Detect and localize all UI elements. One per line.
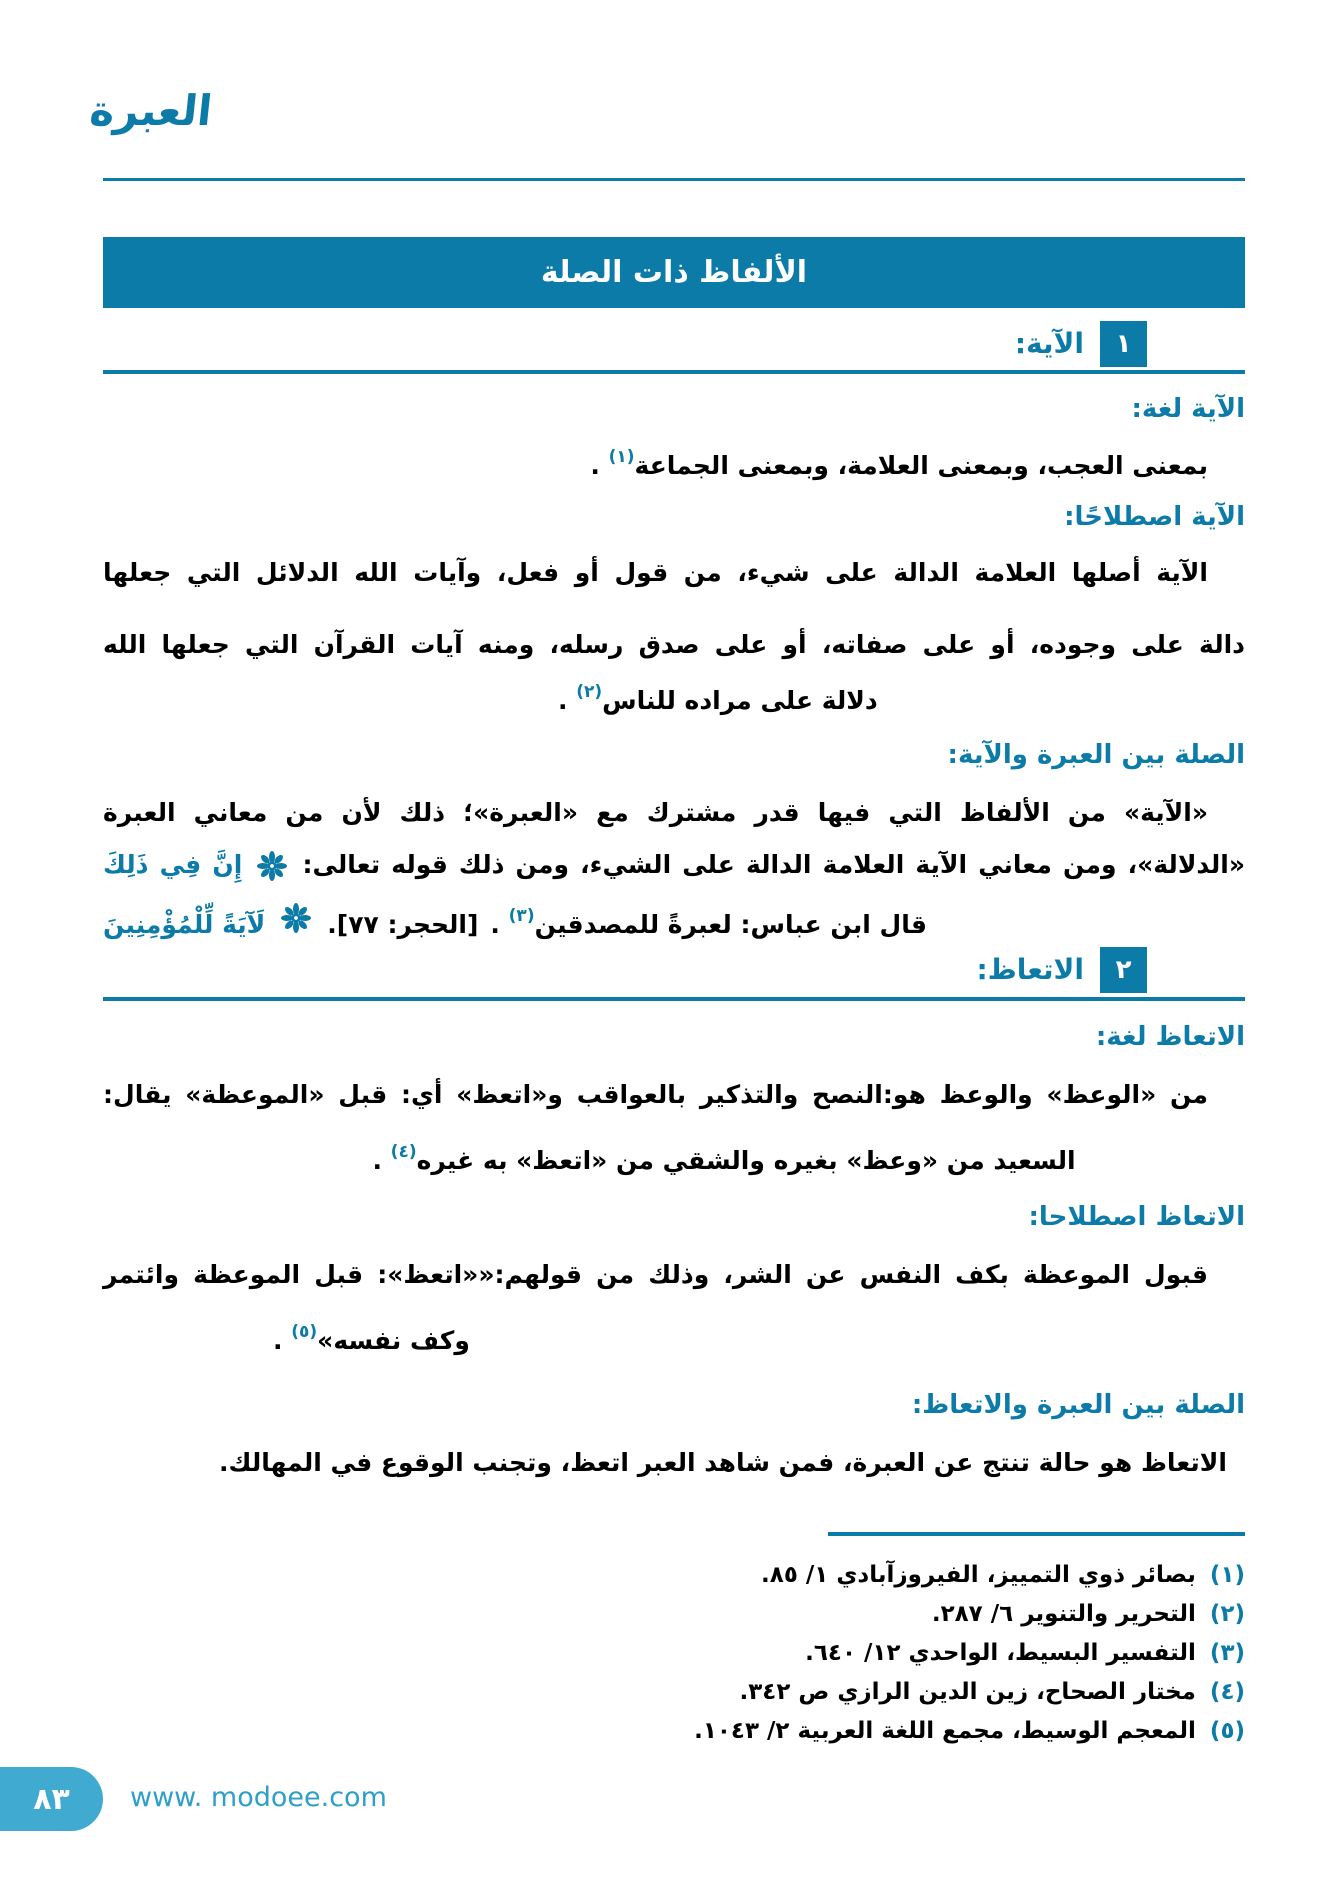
section2-title: الاتعاظ: bbox=[976, 953, 1084, 986]
section2-number-box: ٢ bbox=[1100, 947, 1147, 993]
period: . bbox=[490, 910, 500, 939]
itiaz-terminology-line2 bbox=[103, 1322, 1245, 1355]
itiaz-terminology-line1: قبول الموعظة بكف النفس عن الشر، وذلك من قولهم:««اتعظ»: قبل الموعظة وائتمر bbox=[103, 1260, 1208, 1289]
section1-header bbox=[103, 320, 1245, 367]
period: . bbox=[558, 686, 568, 715]
period: . bbox=[273, 1326, 283, 1355]
section1-title: الآية: bbox=[1014, 327, 1084, 360]
footnote-number: (٣) bbox=[1209, 1640, 1245, 1666]
quran-bracket-open-icon bbox=[257, 851, 287, 881]
aya-terminology-line1: الآية أصلها العلامة الدالة على شيء، من قول أو فعل، وآيات الله الدلائل التي جعلها bbox=[103, 558, 1208, 587]
aya-terminology-line3-text: دلالة على مراده للناس bbox=[602, 686, 878, 715]
footnote-marker-2[interactable]: (٢) bbox=[576, 682, 603, 702]
aya-language-heading: الآية لغة: bbox=[1131, 394, 1245, 424]
aya-terminology-line2: دالة على وجوده، أو على صفاته، أو على صدق رسله، ومنه آيات القرآن التي جعلها الله bbox=[103, 630, 1245, 659]
section1-rule bbox=[103, 370, 1245, 374]
website-link[interactable]: www. modoee.com bbox=[130, 1782, 387, 1813]
footnote-number: (٤) bbox=[1209, 1679, 1245, 1705]
quran-verse-part1: إِنَّ فِي ذَلِكَ bbox=[103, 850, 243, 879]
itiaz-language-line2-text: السعيد من «وعظ» بغيره والشقي من «اتعظ» به غيره bbox=[416, 1146, 1076, 1175]
verse-reference: [الحجر: ٧٧]. bbox=[327, 910, 479, 939]
footnote-text: مختار الصحاح، زين الدين الرازي ص ٣٤٢. bbox=[739, 1679, 1196, 1705]
quran-verse-line bbox=[103, 903, 1245, 939]
footnote-marker-3[interactable]: (٣) bbox=[508, 906, 535, 926]
relation-aya-line1: «الآية» من الألفاظ التي فيها قدر مشترك مع «العبرة»؛ ذلك لأن من معاني العبرة bbox=[103, 798, 1208, 827]
section2-rule bbox=[103, 997, 1245, 1001]
aya-terminology-heading: الآية اصطلاحًا: bbox=[1064, 502, 1245, 532]
footnote-item bbox=[103, 1634, 1245, 1673]
footnote-text: بصائر ذوي التمييز، الفيروزآبادي ١/ ٨٥. bbox=[761, 1562, 1196, 1588]
footnote-separator bbox=[828, 1532, 1245, 1536]
relation-aya-line2-text: «الدلالة»، ومن معاني الآية العلامة الدالة على الشيء، ومن ذلك قوله تعالى: bbox=[302, 850, 1245, 879]
page-number-badge bbox=[0, 1767, 103, 1831]
section2-header bbox=[103, 946, 1245, 993]
ibn-abbas-quote: قال ابن عباس: لعبرةً للمصدقين$^{(٣)}$ . bbox=[490, 906, 927, 939]
section1-number-box: ١ bbox=[1100, 321, 1147, 367]
itiaz-terminology-heading: الاتعاظ اصطلاحا: bbox=[1028, 1202, 1245, 1232]
aya-language-paragraph bbox=[103, 447, 1245, 480]
footnote-item bbox=[103, 1673, 1245, 1712]
page-number: ٨٣ bbox=[33, 1781, 70, 1817]
period: . bbox=[372, 1146, 382, 1175]
quran-bracket-close-icon bbox=[281, 903, 311, 933]
footnote-number: (٢) bbox=[1209, 1601, 1245, 1627]
banner-title: الألفاظ ذات الصلة bbox=[540, 255, 808, 290]
footnote-text: التفسير البسيط، الواحدي ١٢/ ٦٤٠. bbox=[805, 1640, 1196, 1666]
itiaz-language-heading: الاتعاظ لغة: bbox=[1095, 1022, 1245, 1052]
footnote-number: (١) bbox=[1209, 1562, 1245, 1588]
footnote-item bbox=[103, 1595, 1245, 1634]
quran-verse-part2: لَآيَةً لِّلْمُؤْمِنِينَ bbox=[103, 910, 266, 939]
footnote-number: (٥) bbox=[1209, 1718, 1245, 1744]
running-head-title: العبرة bbox=[87, 86, 215, 135]
header-rule bbox=[103, 178, 1245, 181]
aya-terminology-line3 bbox=[103, 682, 1245, 715]
aya-language-text: بمعنى العجب، وبمعنى العلامة، وبمعنى الجماعة bbox=[634, 451, 1208, 480]
itiaz-language-line1: من «الوعظ» والوعظ هو:النصح والتذكير بالعواقب و«اتعظ» أي: قبل «الموعظة» يقال: bbox=[103, 1080, 1208, 1109]
footnote-marker-4[interactable]: (٤) bbox=[390, 1142, 417, 1162]
itiaz-terminology-line2-text: وكف نفسه» bbox=[317, 1326, 470, 1355]
footnote-item bbox=[103, 1712, 1245, 1751]
relation-aya-line2 bbox=[103, 850, 1245, 881]
relation-aya-heading: الصلة بين العبرة والآية: bbox=[947, 740, 1245, 770]
footnote-text: المعجم الوسيط، مجمع اللغة العربية ٢/ ١٠٤٣. bbox=[694, 1718, 1196, 1744]
relation-itiaz-paragraph: الاتعاظ هو حالة تنتج عن العبرة، فمن شاهد العبر اتعظ، وتجنب الوقوع في المهالك. bbox=[219, 1448, 1227, 1477]
footnote-marker-1[interactable]: (١) bbox=[608, 447, 635, 467]
period: . bbox=[590, 451, 600, 480]
footnote-item bbox=[103, 1556, 1245, 1595]
itiaz-language-line2 bbox=[103, 1142, 1245, 1175]
footnote-marker-5[interactable]: (٥) bbox=[291, 1322, 318, 1342]
related-terms-banner bbox=[103, 237, 1245, 308]
footnote-text: التحرير والتنوير ٦/ ٢٨٧. bbox=[931, 1601, 1196, 1627]
relation-itiaz-heading: الصلة بين العبرة والاتعاظ: bbox=[911, 1390, 1245, 1420]
